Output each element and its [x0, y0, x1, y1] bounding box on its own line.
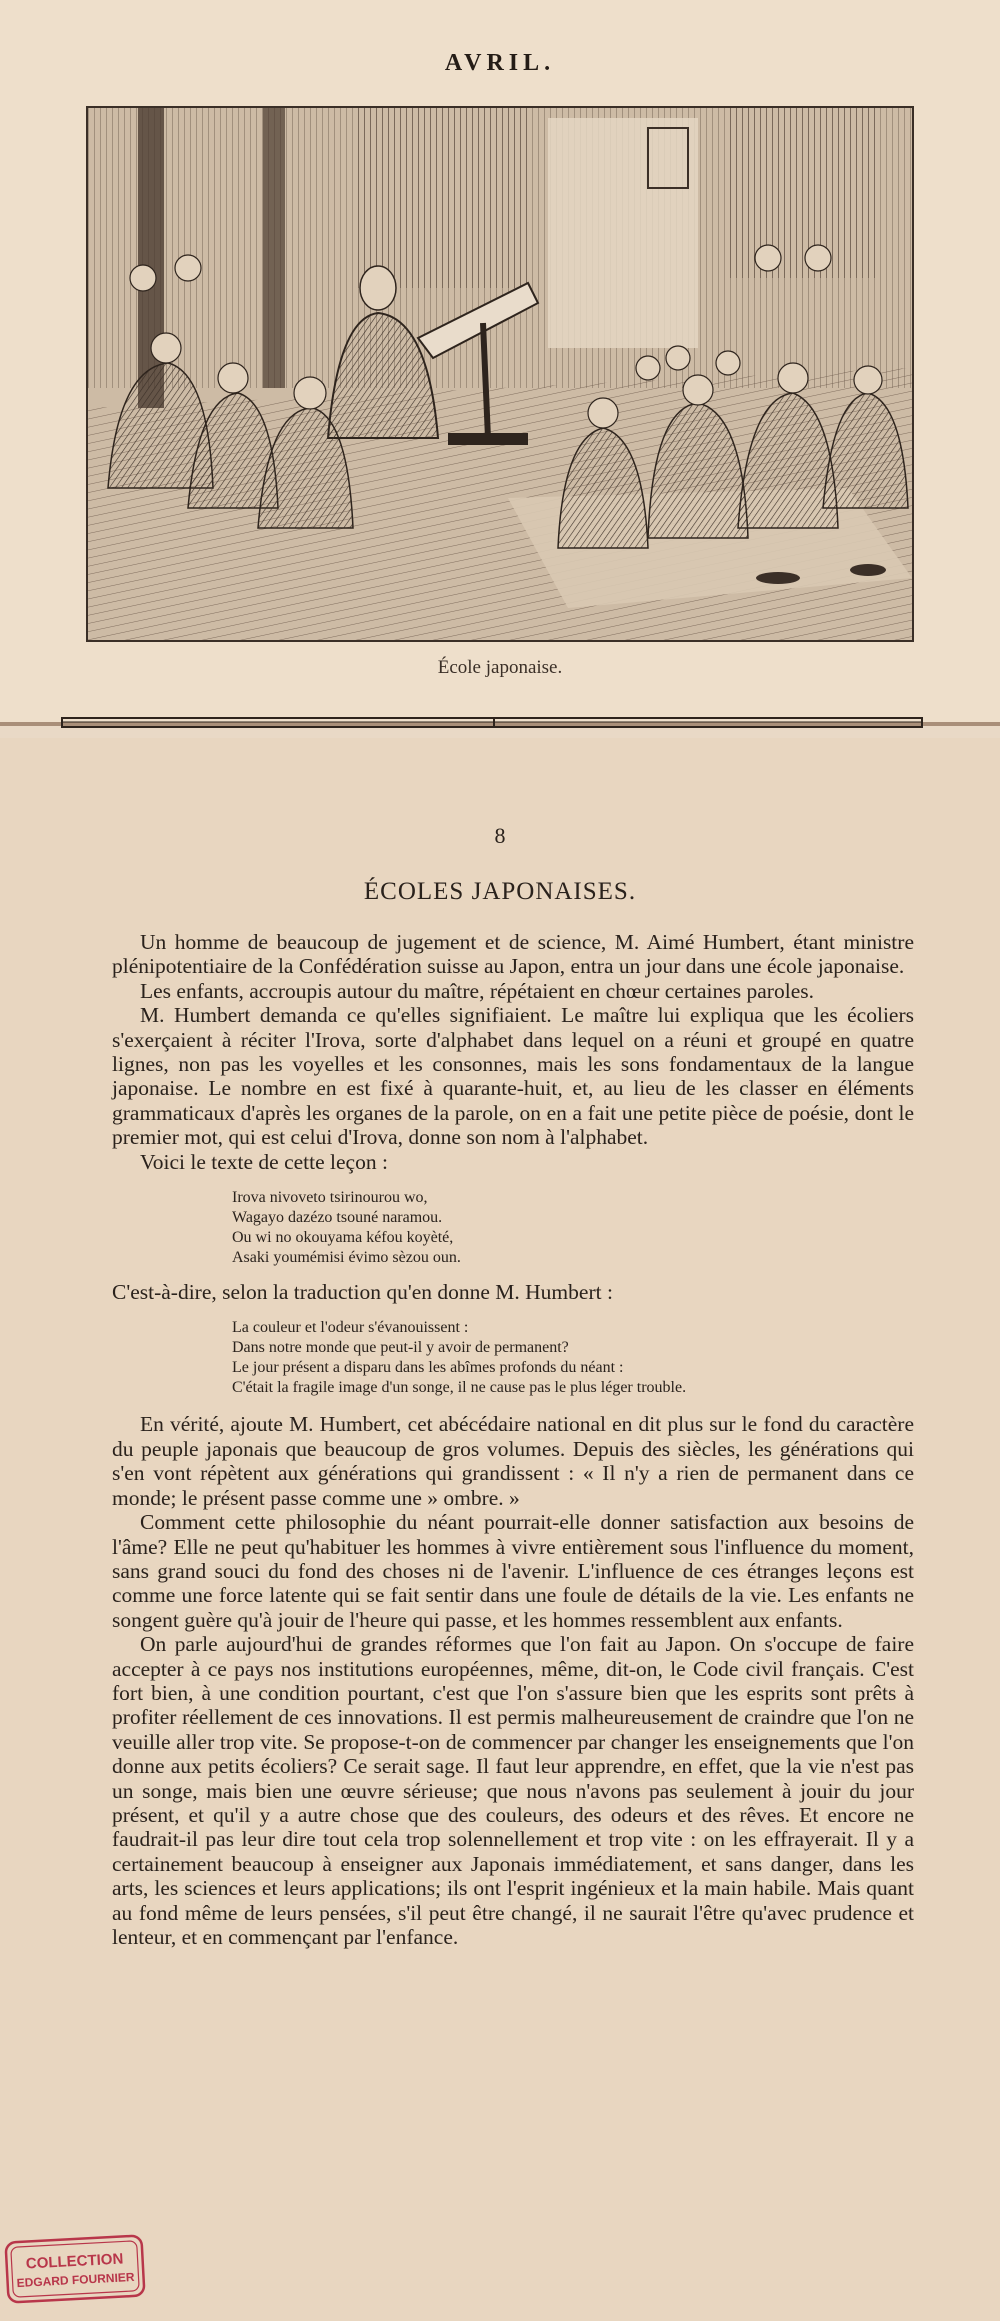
paragraph: Les enfants, accroupis autour du maître, répétaient en chœur certaines paroles.	[140, 978, 814, 1003]
collection-stamp	[2, 2232, 147, 2305]
verse-line: Wagayo dazézo tsouné naramou.	[232, 1209, 443, 1227]
verse-line: Ou wi no okouyama kéfou koyèté,	[232, 1229, 454, 1247]
stamp-line-2: EDGARD FOURNIER	[16, 2269, 135, 2291]
chapter-title: ÉCOLES JAPONAISES.	[363, 878, 637, 905]
illustration-caption: École japonaise.	[437, 657, 563, 678]
paragraph: Un homme de beaucoup de jugement et de science, M. Aimé Humbert, étant ministre plénipotentiaire de la Confédération suisse au Japon, entra un jour dans une école japonaise.	[112, 930, 914, 979]
paragraph: M. Humbert demanda ce qu'elles signifiaient. Le maître lui expliqua que les écoliers s'exerçaient à réciter l'Irova, sorte d'alphabet dans lequel on a réuni et groupé en quatre lignes, non pas les voyelles et les consonnes, mais les sons fondamentaux de la langue japonaise. Le nombre en est fixé à quarante-huit, et, au lieu de les classer en éléments grammaticaux d'après les organes de la parole, on en a fait une petite pièce de poésie, dont le premier mot, qui est celui d'Irova, donne son nom à l'alphabet.	[112, 1003, 914, 1150]
upper-page	[0, 0, 1000, 726]
irova-verse	[232, 1188, 914, 1268]
verse-line: Irova nivoveto tsirinourou wo,	[232, 1189, 428, 1207]
page-number: 8	[494, 823, 506, 848]
stamp-line-1: COLLECTION	[25, 2250, 124, 2273]
verse-line: Le jour présent a disparu dans les abîmes profonds du néant :	[232, 1359, 624, 1377]
paragraph: Voici le texte de cette leçon :	[140, 1149, 388, 1174]
page-fold-edge	[0, 716, 1000, 730]
verse-line: Asaki youmémisi évimo sèzou oun.	[232, 1249, 461, 1267]
paragraph: On parle aujourd'hui de grandes réformes que l'on fait au Japon. On s'occupe de faire accepter à ce pays nos institutions européennes, même, dit-on, le Code civil français. C'est fort bien, à une condition pourtant, c'est que l'on s'assure bien que les esprits sont prêts à profiter réellement de ces innovations. Il est permis malheureusement de craindre que l'on ne veuille aller trop vite. Se propose-t-on de commencer par changer les enseignements que l'on donne aux petits écoliers? Ce serait sage. Il faut leur apprendre, en effet, que la vie n'est pas un songe, mais bien une œuvre sérieuse; que nous n'avons pas seulement à jouir du jour présent, et qu'il y a autre chose que des couleurs, des odeurs et des rêves. Et encore ne faudrait-il pas leur dire tout cela trop solennellement et trop vite : on les effrayerait. Il y a certainement beaucoup à enseigner aux Japonais immédiatement, et sans danger, dans les arts, les sciences et leurs applications; ils ont l'esprit ingénieux et la main habile. Mais quant au fond même de leurs pensées, s'il peut être changé, il ne saurait l'être qu'avec prudence et lenteur, et en commençant par l'enfance.	[112, 1632, 914, 1949]
verse-line: C'était la fragile image d'un songe, il ne cause pas le plus léger trouble.	[232, 1379, 687, 1397]
verse-line: La couleur et l'odeur s'évanouissent :	[232, 1319, 469, 1337]
lower-page	[0, 738, 1000, 2321]
article-body	[112, 930, 914, 1949]
french-translation-verse	[232, 1318, 914, 1398]
paragraph: Comment cette philosophie du néant pourrait-elle donner satisfaction aux besoins de l'âme? Elle ne peut qu'habituer les hommes à vivre entièrement sous l'influence du moment, sans grand souci du fond des choses ni de l'avenir. L'influence de ces étranges leçons est comme une force latente qui se fait sentir dans une foule de détails de la vie. Les enfants ne songent guère qu'à jouir de l'heure qui passe, et les hommes ressemblent aux enfants.	[112, 1510, 914, 1632]
translation-intro: C'est-à-dire, selon la traduction qu'en donne M. Humbert :	[112, 1280, 613, 1305]
month-header: AVRIL.	[444, 50, 556, 76]
engraving-japanese-school	[86, 106, 914, 642]
verse-line: Dans notre monde que peut-il y avoir de permanent?	[232, 1339, 569, 1357]
paragraph: En vérité, ajoute M. Humbert, cet abécédaire national en dit plus sur le fond du caractère du peuple japonais que beaucoup de gros volumes. Depuis des siècles, les générations qui s'en vont répètent aux générations qui grandissent : « Il n'y a rien de permanent dans ce monde; le présent passe comme une » ombre. »	[112, 1412, 914, 1510]
